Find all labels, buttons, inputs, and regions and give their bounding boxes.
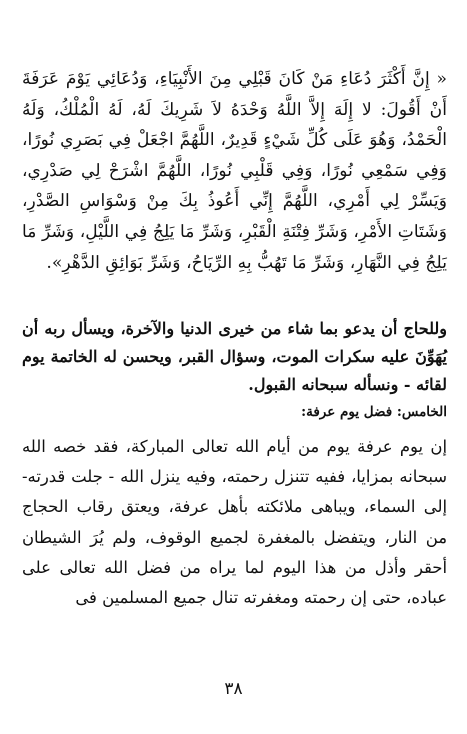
section-heading: الخامس: فضل يوم عرفة: <box>301 404 447 420</box>
page-number: ٣٨ <box>224 679 243 699</box>
pilgrim-dua-paragraph: وللحاج أن يدعو بما شاء من خيرى الدنيا والآخرة، ويسأل ربه أن يُهَوِّنَ عليه سكرات الموت، وسؤال القبر، ويحسن له الخاتمة يوم لقائه - ونسأله سبحانه القبول. <box>22 319 447 394</box>
arafah-virtue-paragraph: إن يوم عرفة يوم من أيام الله تعالى المباركة، فقد خصه الله سبحانه بمزايا، ففيه تتنزل رحمته، وفيه ينزل الله - جلت قدرته- إلى السماء، ويباهى ملائكته بأهل عرفة، ويعتق رقاب الحجاج من النار، ويتفضل بالمغفرة لجميع الوقوف، ولم يُرَ الشيطان أحقر وأذل من هذا اليوم لما يراه من فضل الله تعالى على عباده، حتى إن رحمته ومغفرته تنال جميع المسلمين فى <box>22 437 447 608</box>
hadith-supplication-paragraph: « إِنَّ أَكْثَرَ دُعَاءِ مَنْ كَانَ قَبْلِي مِنَ الأَنْبِيَاءِ، وَدُعَائِي يَوْمَ عَرَفَةَ أَنْ أَقُولَ: لا إِلَهَ إِلاَّ اللَّهُ وَحْدَهُ لاَ شَرِيكَ لَهُ، لَهُ الْمُلْكُ، وَلَهُ الْحَمْدُ، وَهُوَ عَلَى كُلِّ شَيْءٍ قَدِيرٌ، اللَّهُمَّ اجْعَلْ فِي بَصَرِي نُورًا، وَفِي سَمْعِي نُورًا، وَفِي قَلْبِي نُورًا، اللَّهُمَّ اشْرَحْ لِي صَدْرِي، وَيَسِّرْ لِي أَمْرِي، اللَّهُمَّ إِنِّي أَعُوذُ بِكَ مِنْ وَسْوَاسِ الصَّدْرِ، وَشَتَاتِ الأَمْرِ، وَشَرِّ فِتْنَةِ الْقَبْرِ، وَشَرِّ مَا يَلِجُ فِي اللَّيْلِ، وَشَرِّ مَا يَلِجُ فِي النَّهَارِ، وَشَرِّ مَا تَهُبُّ بِهِ الرِّيَاحُ، وَشَرِّ بَوَائِقِ الدَّهْرِ». <box>22 69 447 273</box>
